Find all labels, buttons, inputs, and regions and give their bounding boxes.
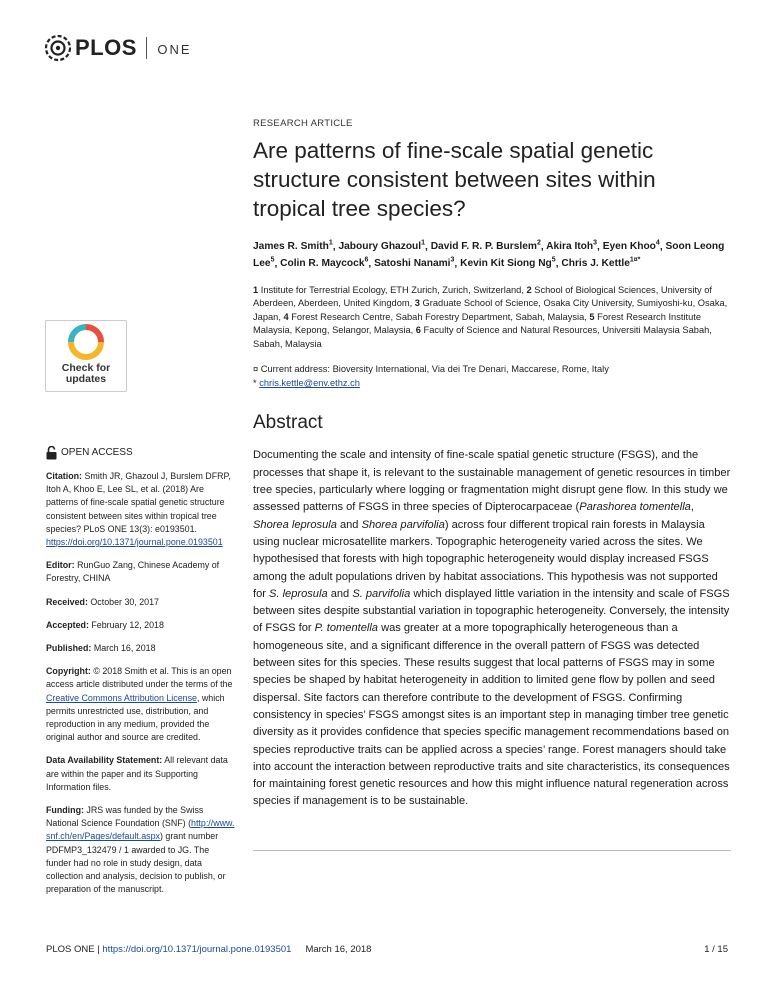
author-name: Kevin Kit Siong Ng$^5$ <box>460 256 556 270</box>
page-footer <box>46 944 728 955</box>
affiliation-item: 6 Faculty of Science and Natural Resources, Universiti Malaysia Sabah, Sabah, Malaysia <box>253 325 712 349</box>
author-affiliation-mark: 1 <box>421 240 426 247</box>
author-name: Eyen Khoo$^4$ <box>602 240 660 253</box>
author-affiliation-mark: 3 <box>593 240 598 247</box>
author-list: James R. Smith$^1$, Jaboury Ghazoul$^1$, David F. R. P. Burslem$^2$, Akira Itoh$^3$, Eyen Khoo$^4$, Soon Leong Lee$^5$, Colin R. Maycock$^6$, Satoshi Nanami$^3$, Kevin Kit Siong Ng$^5$, Chris J. Kettle$^{1¤*}$ <box>253 240 725 270</box>
affiliation-item: 3 Graduate School of Science, Osaka City University, Sumiyoshi-ku, Osaka, Japan, <box>253 298 728 322</box>
open-lock-icon <box>46 446 57 460</box>
author-name: Colin R. Maycock$^6$ <box>280 256 369 270</box>
citation: Citation: Smith JR, Ghazoul J, Burslem DFRP, Itoh A, Khoo E, Lee SL, et al. (2018) Are patterns of fine-scale spatial genetic structure consistent between sites within tropical tree species? PLoS ONE 13(3): e0193501. https://doi.org/10.1371/journal.pone.0193501 <box>46 471 231 548</box>
author-name: Chris J. Kettle$^{1¤*}$ <box>561 256 641 270</box>
author-affiliation-mark: 6 <box>364 256 369 264</box>
author-name: James R. Smith$^1$ <box>253 240 333 253</box>
check-updates-label: Check for updates <box>61 362 111 385</box>
author-name: Soon Leong Lee$^5$ <box>253 241 725 270</box>
accepted-date: Accepted: February 12, 2018 <box>46 619 164 630</box>
check-updates-icon <box>66 324 106 364</box>
author-affiliation-mark: 2 <box>536 240 541 247</box>
email-link[interactable]: chris.kettle@env.ethz.ch <box>259 377 360 388</box>
affiliation-item: 5 Forest Research Institute Malaysia, Kepong, Selangor, Malaysia, <box>253 311 702 336</box>
author-affiliation-mark: 1 <box>328 240 333 247</box>
logo-divider <box>146 37 148 59</box>
current-address: ¤ Current address: Bioversity International, Via dei Tre Denari, Maccarese, Rome, Italy <box>253 364 609 375</box>
funding-link[interactable]: http://www.snf.ch/en/Pages/default.aspx <box>46 818 235 842</box>
copyright: Copyright: © 2018 Smith et al. This is an open access article distributed under the terms of the Creative Commons Attribution License, which permits unrestricted use, distribution, and reproduction in any medium, provided the original author and source are credited. <box>46 666 233 743</box>
page-number: 1 / 15 <box>704 944 728 955</box>
published-date: Published: March 16, 2018 <box>46 643 156 654</box>
article-type: RESEARCH ARTICLE <box>253 118 353 129</box>
author-name: Akira Itoh$^3$ <box>546 240 598 253</box>
author-name: Jaboury Ghazoul$^1$ <box>338 240 426 253</box>
author-affiliation-mark: 4 <box>655 240 660 247</box>
abstract-divider <box>253 850 731 851</box>
author-notes <box>253 363 731 390</box>
license-link[interactable]: Creative Commons Attribution License <box>46 692 197 703</box>
article-sidebar <box>46 446 236 906</box>
affiliation-item: 2 School of Biological Sciences, University of Aberdeen, Aberdeen, United Kingdom, <box>253 284 713 309</box>
affiliation-item: 4 Forest Research Centre, Sabah Forestry Department, Sabah, Malaysia, <box>283 311 590 322</box>
journal-subname: ONE <box>157 42 192 57</box>
journal-name: PLOS <box>75 35 137 60</box>
author-affiliation-mark: 5 <box>270 256 275 264</box>
footer-journal: PLOS ONE | <box>46 944 100 955</box>
open-access-label: OPEN ACCESS <box>46 446 236 460</box>
article-title: Are patterns of fine-scale spatial genetic structure consistent between sites within tropical tree species? <box>253 138 656 221</box>
author-affiliation-mark: 3 <box>450 256 455 264</box>
citation-doi-link[interactable]: https://doi.org/10.1371/journal.pone.0193501 <box>46 537 223 548</box>
footer-date: March 16, 2018 <box>305 944 372 955</box>
editor: Editor: RunGuo Zang, Chinese Academy of Forestry, CHINA <box>46 560 220 584</box>
abstract-heading: Abstract <box>253 412 323 434</box>
journal-logo <box>44 34 192 62</box>
data-availability: Data Availability Statement: All relevant data are within the paper and its Supporting Information files. <box>46 755 228 792</box>
affiliations <box>253 284 731 352</box>
article-main <box>253 118 731 811</box>
plos-logo-icon <box>44 34 72 62</box>
check-for-updates-button[interactable] <box>45 320 127 392</box>
received-date: Received: October 30, 2017 <box>46 596 159 607</box>
corresponding-email: * chris.kettle@env.ethz.ch <box>253 377 360 388</box>
author-affiliation-mark: 1¤* <box>629 256 641 264</box>
abstract-text: Documenting the scale and intensity of fine-scale spatial genetic structure (FSGS), and the processes that shape it, is relevant to the sustainable management of genetic resources in timber tree species, particularly where logging or fragmentation might disrupt gene flow. In this study we assessed patterns of FSGS in three species of Dipterocarpaceae (Parashorea tomentella, Shorea leprosula and Shorea parvifolia) across four different tropical rain forests in Malaysia using nuclear microsatellite markers. Topographic heterogeneity varied across the sites. We hypothesised that forests with high topographic heterogeneity would display increased FSGS among the adult populations driven by habitat associations. This hypothesis was not supported for S. leprosula and S. parvifolia which displayed little variation in the intensity and scale of FSGS between sites despite substantial variation in topographic heterogeneity. Conversely, the intensity of FSGS for P. tomentella was greater at a more topographically heterogeneous than a homogeneous site, and a significant difference in the overall pattern of FSGS was detected between sites for this species. These results suggest that local patterns of FSGS may in some species be shaped by habitat heterogeneity in addition to limited gene flow by pollen and seed dispersal. Site factors can therefore contribute to the development of FSGS. Confirming consistency in species’ FSGS amongst sites is an important step in managing timber tree genetic diversity as it provides confidence that species specific management recommendations based on species reproductive traits can be applied across a species’ range. Forest managers should take into account the interaction between reproductive traits and site characteristics, its consequences for maintaining forest genetic resources and how this might influence natural regeneration across species if management is to be sustainable. <box>253 449 731 808</box>
funding: Funding: JRS was funded by the Swiss National Science Foundation (SNF) (http://www.snf.ch/en/Pages/default.aspx) grant number PDFMP3_132479 / 1 awarded to JG. The funder had no role in study design, data collection and analysis, decision to publish, or preparation of the manuscript. <box>46 805 235 895</box>
affiliation-item: 1 Institute for Terrestrial Ecology, ETH Zurich, Zurich, Switzerland, <box>253 284 527 295</box>
footer-doi-link[interactable]: https://doi.org/10.1371/journal.pone.0193501 <box>102 944 292 955</box>
author-name: Satoshi Nanami$^3$ <box>374 256 455 270</box>
author-name: David F. R. P. Burslem$^2$ <box>430 240 541 253</box>
author-affiliation-mark: 5 <box>551 256 556 264</box>
